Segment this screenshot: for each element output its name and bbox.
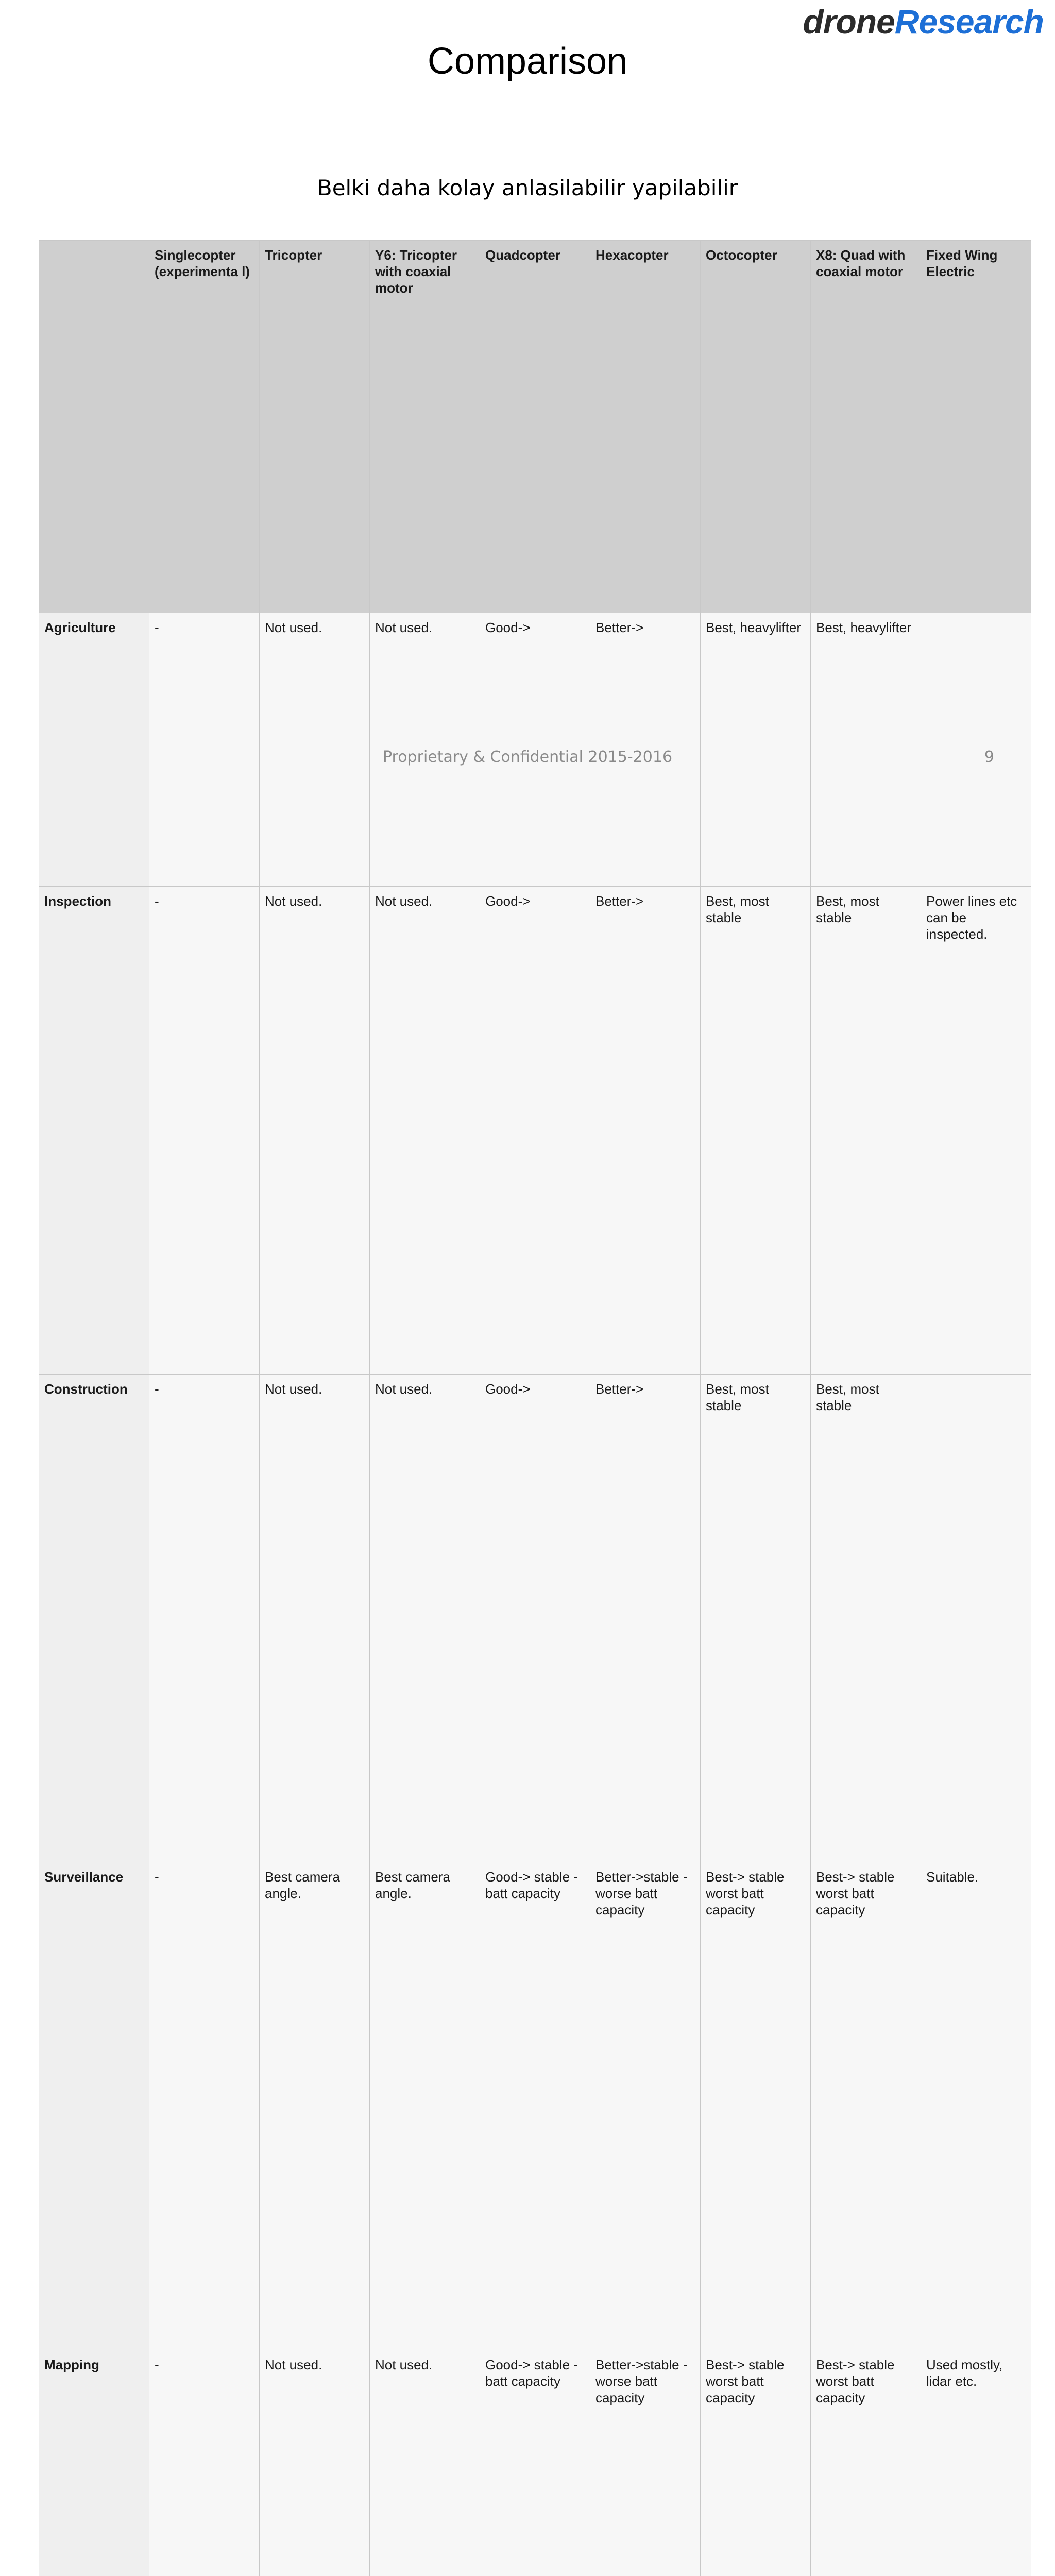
table-cell: Good-> stable - batt capacity bbox=[480, 2350, 590, 2576]
table-cell: - bbox=[149, 2350, 260, 2576]
row-label: Mapping bbox=[39, 2350, 149, 2576]
table-cell: Best, heavylifter bbox=[701, 613, 811, 887]
row-label: Construction bbox=[39, 1375, 149, 1862]
table-cell: - bbox=[149, 613, 260, 887]
table-cell: Not used. bbox=[260, 2350, 370, 2576]
table-cell: Good-> bbox=[480, 887, 590, 1375]
table-cell: Best-> stable worst batt capacity bbox=[811, 2350, 921, 2576]
logo-text-research: Research bbox=[895, 3, 1044, 41]
row-label: Agriculture bbox=[39, 613, 149, 887]
header-fixed-wing: Fixed Wing Electric bbox=[921, 241, 1031, 613]
table-cell: - bbox=[149, 1375, 260, 1862]
header-corner bbox=[39, 241, 149, 613]
table-cell: Power lines etc can be inspected. bbox=[921, 887, 1031, 1375]
header-octocopter: Octocopter bbox=[701, 241, 811, 613]
header-row bbox=[39, 241, 1031, 613]
table-cell: Better->stable - worse batt capacity bbox=[590, 2350, 701, 2576]
header-y6: Y6: Tricopter with coaxial motor bbox=[370, 241, 480, 613]
table-cell: Best, heavylifter bbox=[811, 613, 921, 887]
header-x8: X8: Quad with coaxial motor bbox=[811, 241, 921, 613]
header-tricopter: Tricopter bbox=[260, 241, 370, 613]
table-row-inspection bbox=[39, 887, 1031, 1375]
table-cell: Suitable. bbox=[921, 1862, 1031, 2350]
table-cell: Not used. bbox=[260, 613, 370, 887]
table-cell: Good-> bbox=[480, 613, 590, 887]
header-quadcopter: Quadcopter bbox=[480, 241, 590, 613]
table-cell: Not used. bbox=[260, 1375, 370, 1862]
row-label: Surveillance bbox=[39, 1862, 149, 2350]
table-cell: Not used. bbox=[370, 613, 480, 887]
header-hexacopter: Hexacopter bbox=[590, 241, 701, 613]
table-cell: Best, most stable bbox=[701, 887, 811, 1375]
logo-text-drone: drone bbox=[803, 3, 894, 41]
comparison-table bbox=[39, 240, 1031, 2576]
table-cell: - bbox=[149, 1862, 260, 2350]
table-row-construction bbox=[39, 1375, 1031, 1862]
table-cell: Best, most stable bbox=[811, 1375, 921, 1862]
table-cell: Not used. bbox=[370, 887, 480, 1375]
table-cell: Not used. bbox=[370, 2350, 480, 2576]
table-cell: Used mostly, lidar etc. bbox=[921, 2350, 1031, 2576]
table-cell: Better-> bbox=[590, 887, 701, 1375]
table-header bbox=[39, 241, 1031, 613]
table-cell: Better-> bbox=[590, 1375, 701, 1862]
slide-subtitle: Belki daha kolay anlasilabilir yapilabilir bbox=[0, 175, 1055, 200]
page-number: 9 bbox=[984, 748, 994, 766]
table-cell: Not used. bbox=[370, 1375, 480, 1862]
table-cell: - bbox=[149, 887, 260, 1375]
table-cell: Better-> bbox=[590, 613, 701, 887]
table-cell: Best, most stable bbox=[701, 1375, 811, 1862]
table-cell: Best camera angle. bbox=[370, 1862, 480, 2350]
table-row-surveillance bbox=[39, 1862, 1031, 2350]
table-cell: Best-> stable worst batt capacity bbox=[701, 2350, 811, 2576]
row-label: Inspection bbox=[39, 887, 149, 1375]
table-cell: Best-> stable worst batt capacity bbox=[701, 1862, 811, 2350]
table-cell: Best camera angle. bbox=[260, 1862, 370, 2350]
table-cell: Not used. bbox=[260, 887, 370, 1375]
table-cell bbox=[921, 1375, 1031, 1862]
brand-logo bbox=[803, 2, 1044, 41]
table-cell: Good-> bbox=[480, 1375, 590, 1862]
table-row-mapping bbox=[39, 2350, 1031, 2576]
table-body bbox=[39, 613, 1031, 2576]
table-cell: Best, most stable bbox=[811, 887, 921, 1375]
table-cell: Better->stable - worse batt capacity bbox=[590, 1862, 701, 2350]
header-singlecopter: Singlecopter (experimenta l) bbox=[149, 241, 260, 613]
slide-title: Comparison bbox=[0, 40, 1055, 82]
footer-confidential: Proprietary & Confidential 2015-2016 bbox=[0, 748, 1055, 766]
table-cell: Good-> stable - batt capacity bbox=[480, 1862, 590, 2350]
table-cell: Best-> stable worst batt capacity bbox=[811, 1862, 921, 2350]
